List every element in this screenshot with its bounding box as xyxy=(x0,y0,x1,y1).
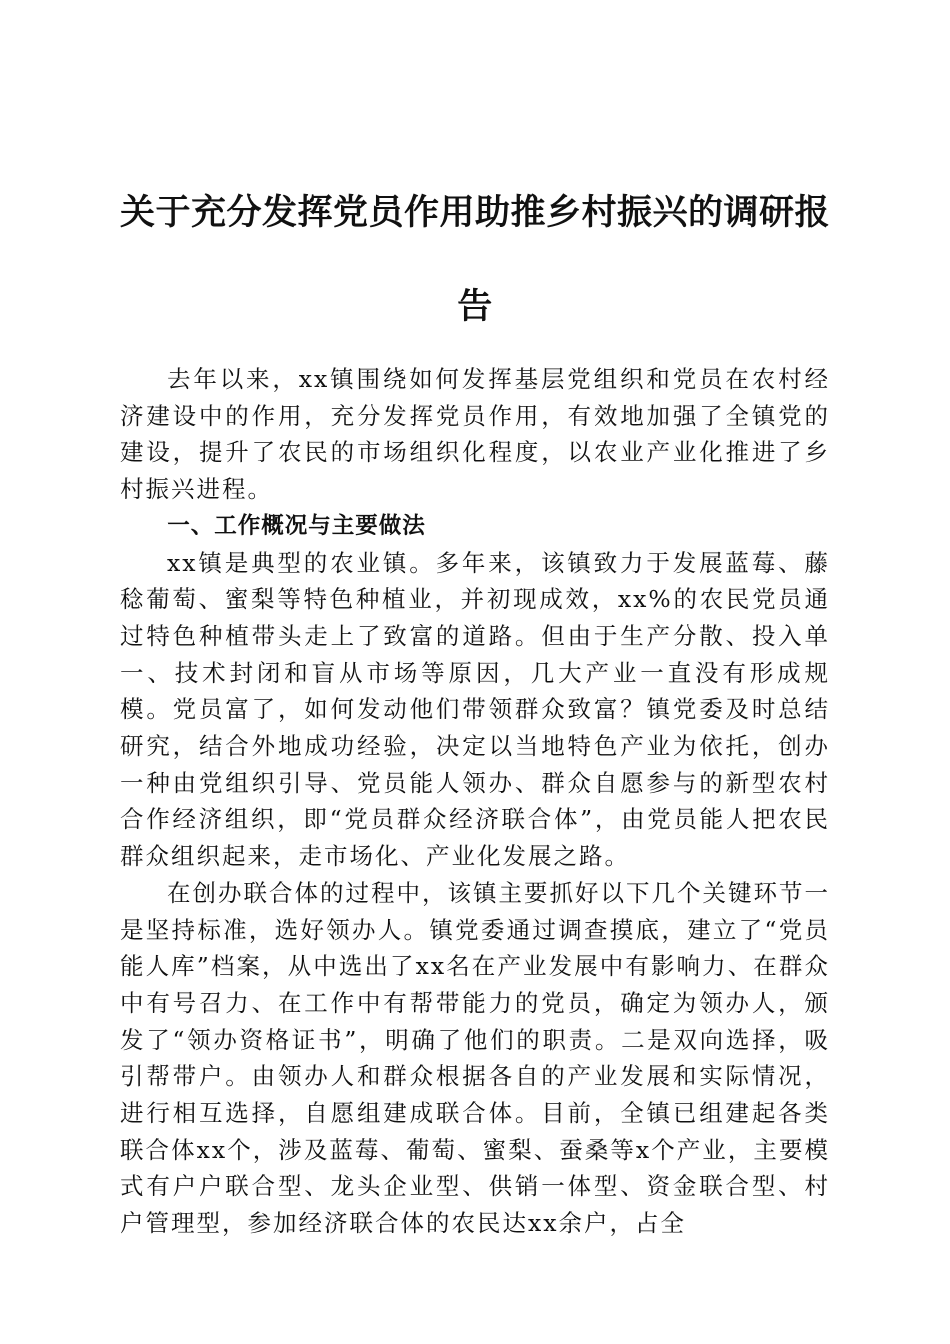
intro-paragraph: 去年以来，xx镇围绕如何发挥基层党组织和党员在农村经济建设中的作用，充分发挥党员作用，有效地加强了全镇党的建设，提升了农民的市场组织化程度，以农业产业化推进了乡村振兴进程。 xyxy=(120,365,830,504)
section-heading: 一、工作概况与主要做法 xyxy=(167,512,426,539)
document-title: 关于充分发挥党员作用助推乡村振兴的调研报告 xyxy=(119,192,830,327)
body-paragraph-overview: xx镇是典型的农业镇。多年来，该镇致力于发展蓝莓、藤稔葡萄、蜜梨等特色种植业，并初现成效，xx%的农民党员通过特色种植带头走上了致富的道路。但由于生产分散、投入单一、技术封闭和盲从市场等原因，几大产业一直没有形成规模。党员富了，如何发动他们带领群众致富？镇党委及时总结研究，结合外地成功经验，决定以当地特色产业为依托，创办一种由党组织引导、党员能人领办、群众自愿参与的新型农村合作经济组织，即“党员群众经济联合体”，由党员能人把农民群众组织起来，走市场化、产业化发展之路。 xyxy=(120,548,830,871)
document-body xyxy=(120,361,830,1242)
body-paragraph-practices: 在创办联合体的过程中，该镇主要抓好以下几个关键环节一是坚持标准，选好领办人。镇党委通过调查摸底，建立了“党员能人库”档案，从中选出了xx名在产业发展中有影响力、在群众中有号召力、在工作中有帮带能力的党员，确定为领办人，颁发了“领办资格证书”，明确了他们的职责。二是双向选择，吸引帮带户。由领办人和群众根据各自的产业发展和实际情况，进行相互选择，自愿组建成联合体。目前，全镇已组建起各类联合体xx个，涉及蓝莓、葡萄、蜜梨、蚕桑等x个产业，主要模式有户户联合型、龙头企业型、供销一体型、资金联合型、村户管理型，参加经济联合体的农民达xx余户，占全 xyxy=(120,878,830,1238)
